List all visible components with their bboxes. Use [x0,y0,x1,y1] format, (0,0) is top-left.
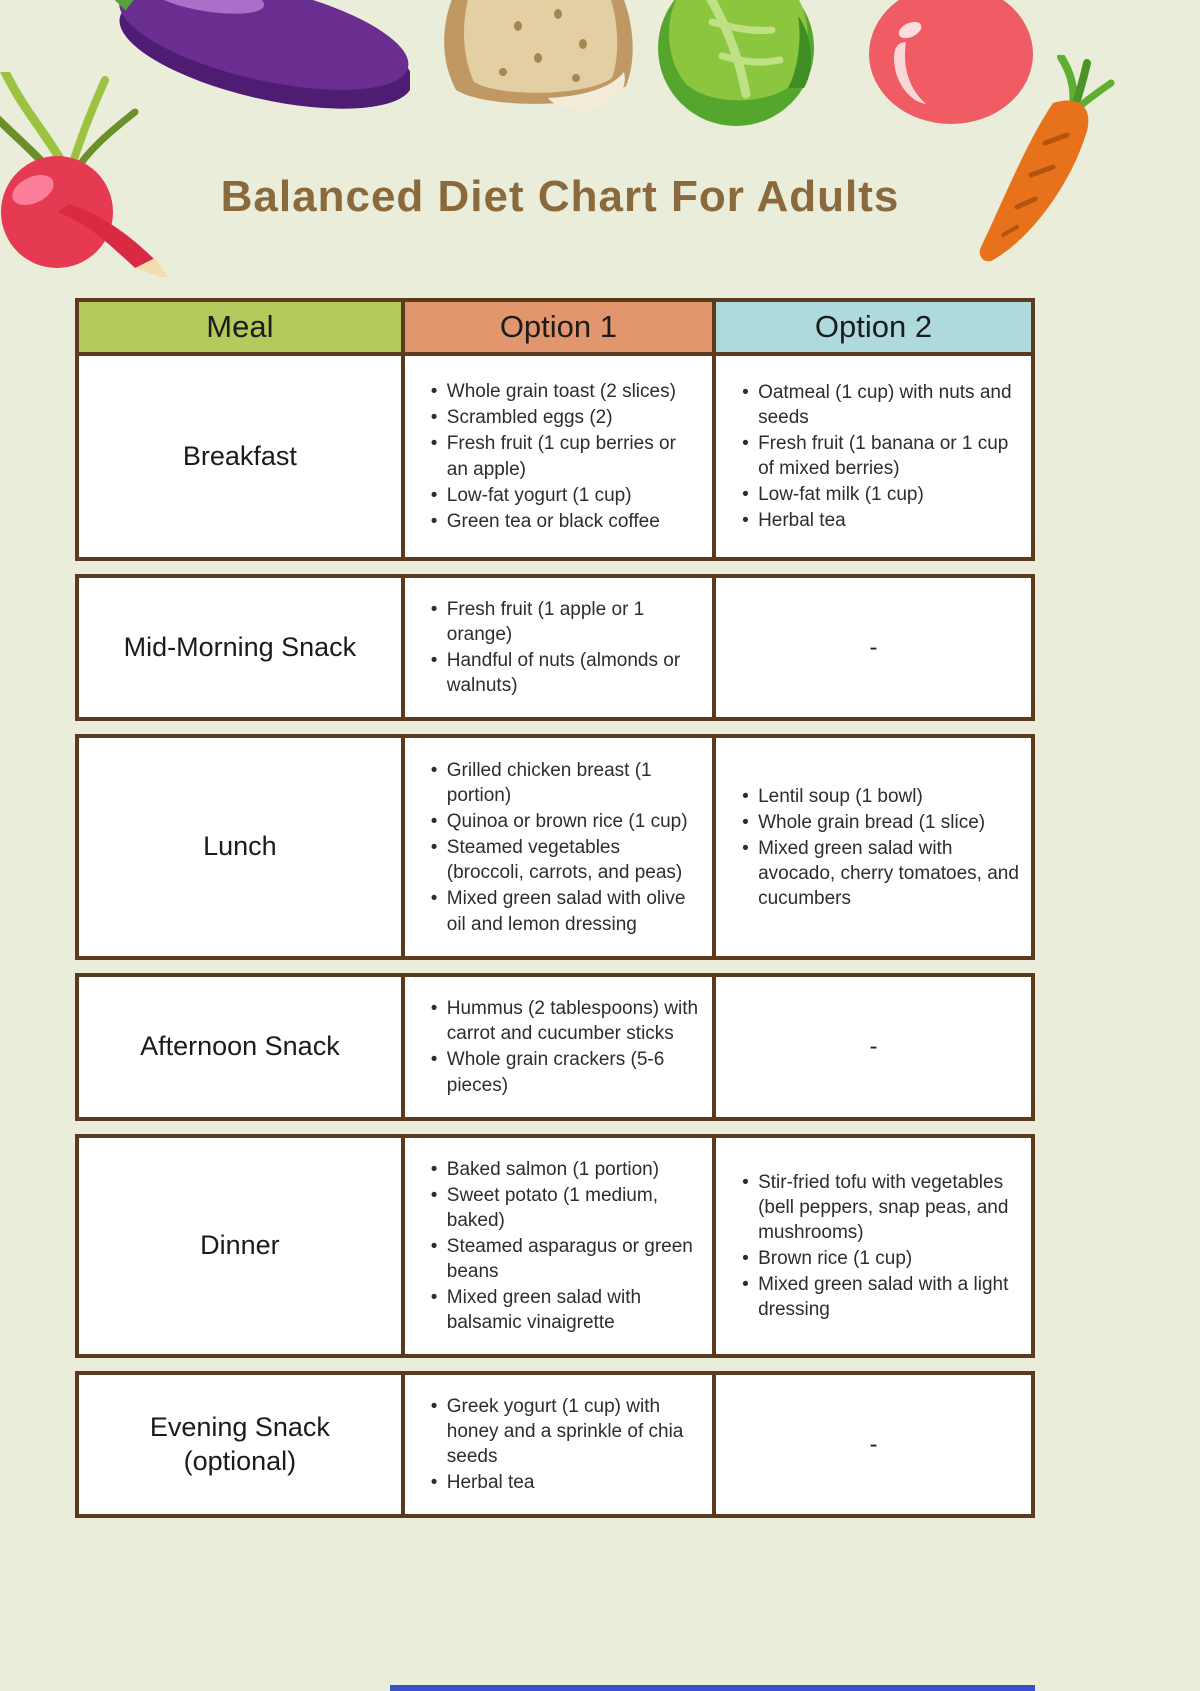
header-cell-meal: Meal [79,302,401,352]
meal-item: • Scrambled eggs (2) [431,405,700,430]
table-row [79,977,1031,1116]
option1-cell [401,1138,712,1355]
meal-item: • Whole grain bread (1 slice) [742,810,1019,835]
meal-name: Dinner [200,1230,280,1261]
meal-item: • Greek yogurt (1 cup) with honey and a sprinkle of chia seeds [431,1394,700,1469]
meal-item: • Baked salmon (1 portion) [431,1157,700,1182]
meal-item: • Mixed green salad with a light dressing [742,1272,1019,1322]
option1-cell [401,1375,712,1514]
meal-name: Mid-Morning Snack [123,631,357,662]
meal-item: • Oatmeal (1 cup) with nuts and seeds [742,380,1019,430]
meal-name: Lunch [203,831,277,862]
table-row [79,1375,1031,1514]
table-section [75,1371,1035,1518]
meal-item: • Steamed vegetables (broccoli, carrots, and peas) [431,835,700,885]
table-header-row [79,302,1031,352]
option2-cell: - [712,578,1031,717]
meal-item: • Fresh fruit (1 apple or 1 orange) [431,597,700,647]
meal-item-list [431,1156,700,1337]
table-row [79,352,1031,557]
carrot-illustration [975,55,1115,270]
tomato-illustration [866,0,1036,137]
meal-item: • Herbal tea [742,508,1019,533]
meal-item: • Sweet potato (1 medium, baked) [431,1183,700,1233]
option2-cell [712,1138,1031,1355]
table-section [75,734,1035,960]
cabbage-illustration [648,0,828,141]
meal-item: • Herbal tea [431,1470,700,1495]
table-row [79,738,1031,956]
meal-item-list [431,1393,700,1496]
table-section [75,973,1035,1120]
bread-slice-illustration [428,0,646,118]
meal-item-list [431,596,700,699]
option2-cell: - [712,977,1031,1116]
eggplant-illustration [80,0,410,130]
meal-name: Evening Snack (optional) [149,1412,330,1476]
meal-item-list [742,783,1019,912]
header-cell-option-1: Option 1 [401,302,712,352]
meal-item: • Fresh fruit (1 cup berries or an apple) [431,431,700,481]
meal-item: • Handful of nuts (almonds or walnuts) [431,648,700,698]
meal-item: • Hummus (2 tablespoons) with carrot and cucumber sticks [431,996,700,1046]
table-section [75,574,1035,721]
meal-item: • Brown rice (1 cup) [742,1246,1019,1271]
option1-cell [401,977,712,1116]
meal-item: • Green tea or black coffee [431,509,700,534]
meal-item: • Fresh fruit (1 banana or 1 cup of mixed berries) [742,431,1019,481]
option1-cell [401,738,712,956]
meal-item: • Mixed green salad with balsamic vinaigrette [431,1285,700,1335]
meal-item: • Whole grain crackers (5-6 pieces) [431,1047,700,1097]
meal-item-list [742,379,1019,534]
meal-item: • Mixed green salad with olive oil and lemon dressing [431,886,700,936]
diet-table [75,298,1035,1531]
header-cell-option-2: Option 2 [712,302,1031,352]
option1-cell [401,578,712,717]
bottom-blue-strip [390,1685,1035,1691]
meal-item: • Steamed asparagus or green beans [431,1234,700,1284]
meal-item: • Grilled chicken breast (1 portion) [431,758,700,808]
meal-name: Breakfast [182,440,297,471]
table-row [79,1138,1031,1355]
table-row [79,578,1031,717]
meal-item-list [742,1169,1019,1323]
meal-item: • Stir-fried tofu with vegetables (bell peppers, snap peas, and mushrooms) [742,1170,1019,1245]
meal-name: Afternoon Snack [140,1031,340,1062]
meal-item-list [431,995,700,1098]
table-section [75,1134,1035,1359]
page-title: Balanced Diet Chart For Adults [220,172,900,221]
meal-item: • Whole grain toast (2 slices) [431,379,700,404]
meal-item: • Low-fat milk (1 cup) [742,482,1019,507]
meal-item: • Low-fat yogurt (1 cup) [431,483,700,508]
meal-item: • Quinoa or brown rice (1 cup) [431,809,700,834]
option2-cell: - [712,1375,1031,1514]
meal-item-list [431,757,700,938]
meal-item: • Lentil soup (1 bowl) [742,784,1019,809]
option2-cell [712,738,1031,956]
option1-cell [401,356,712,557]
meal-item: • Mixed green salad with avocado, cherry tomatoes, and cucumbers [742,836,1019,911]
table-section [75,298,1035,561]
meal-item-list [431,378,700,534]
option2-cell [712,356,1031,557]
